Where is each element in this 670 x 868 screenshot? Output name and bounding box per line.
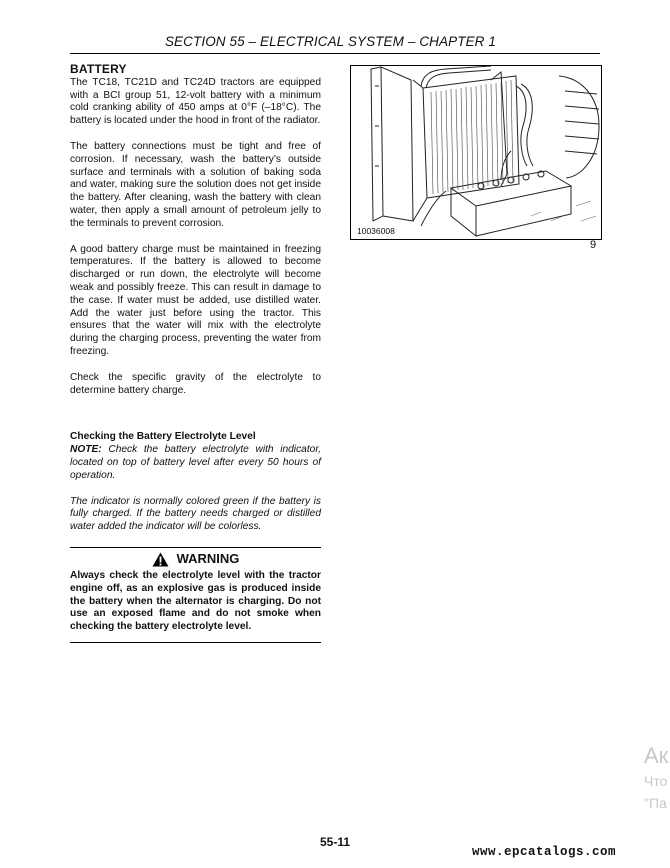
warning-title: WARNING — [176, 551, 240, 566]
battery-paragraph-4: Check the specific gravity of the electrolyte to determine battery charge. — [70, 371, 321, 396]
battery-paragraph-3: A good battery charge must be maintained in freezing temperatures. If the battery is allowed to become discharged or run down, the electrolyte will become weak and possibly freeze. This can result in damage to the case. If water must be added, use distilled water. Add the water just before using the tractor. This ensures that the water will mix with the electrolyte during the charging process, preventing the water from freezing. — [70, 243, 321, 357]
text-column — [70, 63, 321, 656]
watermark-line-2: Что — [644, 773, 668, 789]
battery-heading: BATTERY — [70, 62, 127, 76]
warning-title-row — [70, 552, 321, 567]
header-divider — [70, 53, 600, 54]
electrolyte-note — [70, 444, 321, 482]
warning-text: Always check the electrolyte level with the tractor engine off, as an explosive gas is produced inside the battery when the alternator is charging. Do not use an exposed flame and do not smoke when checking the battery electrolyte level. — [70, 570, 321, 643]
site-url: www.epcatalogs.com — [471, 845, 616, 859]
watermark — [644, 742, 668, 814]
watermark-line-3: "Па — [644, 795, 667, 811]
note-text: Check the battery electrolyte with indicator, located on top of battery level after every 50 hours of operation. — [70, 444, 321, 481]
watermark-line-1: Ак — [644, 743, 669, 768]
note-label: NOTE: — [70, 444, 102, 456]
battery-figure — [350, 65, 602, 240]
battery-paragraph-2: The battery connections must be tight and free of corrosion. If necessary, wash the battery’s outside surface and terminals with a solution of baking soda and water, making sure the solution does not get inside the battery. After cleaning, wash the battery with clean water, then apply a small amount of petroleum jelly to the terminals to prevent corrosion. — [70, 140, 321, 229]
warning-box — [70, 547, 321, 643]
page-number: 55-11 — [319, 835, 351, 849]
figure-number: 9 — [590, 239, 597, 251]
running-header — [70, 34, 600, 49]
electrolyte-heading: Checking the Battery Electrolyte Level — [70, 431, 256, 443]
warning-triangle-icon — [152, 552, 169, 567]
battery-radiator-illustration — [351, 66, 601, 239]
figure-code: 10036008 — [357, 226, 395, 236]
indicator-paragraph: The indicator is normally colored green if the battery is fully charged. If the battery needs charged or distilled water added the indicator will be colorless. — [70, 495, 321, 533]
section-title: SECTION 55 – ELECTRICAL SYSTEM – CHAPTER 1 — [164, 34, 496, 49]
battery-paragraph-1: The TC18, TC21D and TC24D tractors are equipped with a BCI group 51, 12-volt battery with a minimum cold cranking ability of 450 amps at 0°F (–18°C). The battery is located under the hood in front of the radiator. — [70, 76, 321, 127]
